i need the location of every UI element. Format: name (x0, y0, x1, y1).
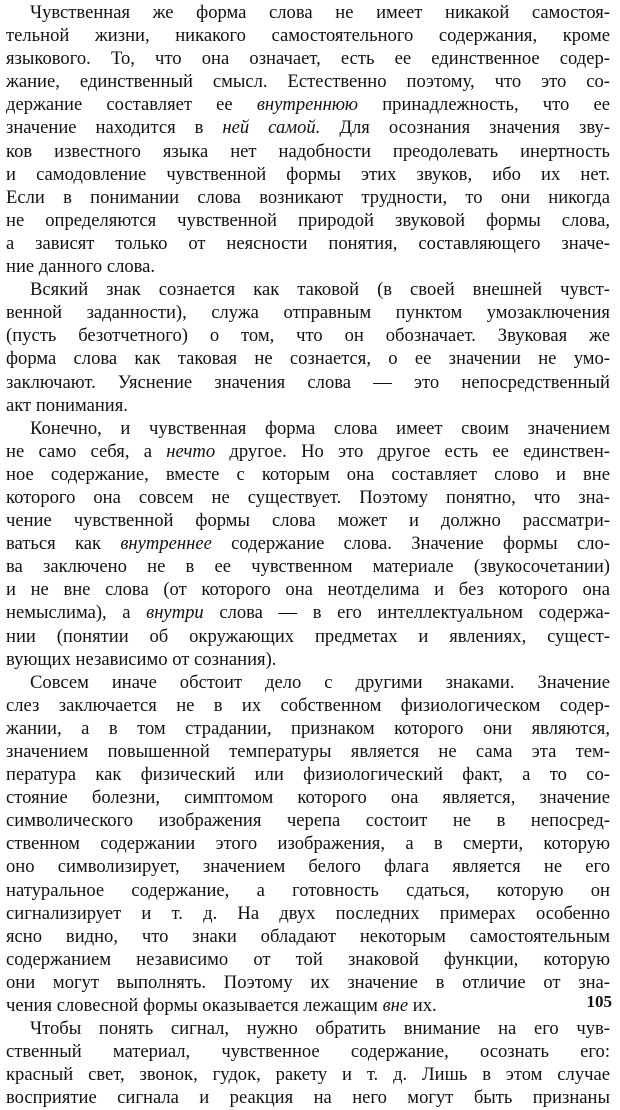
text-segment: и самодовление чувственной формы этих звуков, ибо их нет. (6, 163, 610, 185)
text-segment: символического изображения черепа состоит не в непосред- (6, 810, 610, 832)
text-line (6, 394, 610, 417)
text-segment: содержание слова. Значение формы сло- (211, 533, 610, 555)
text-line (6, 879, 610, 902)
text-line (6, 925, 610, 948)
text-line (6, 601, 610, 624)
text-line (6, 809, 610, 832)
text-line (6, 47, 610, 70)
text-segment: другое. Но это другое есть ее единствен- (215, 440, 610, 462)
text-segment: жание, единственный смысл. Естественно поэтому, что это со- (6, 71, 610, 93)
text-segment: языкового. То, что она означает, есть ее единственное содер- (6, 48, 610, 70)
text-line (6, 116, 610, 139)
text-line (6, 532, 610, 555)
paragraph (6, 1017, 610, 1109)
text-body (6, 1, 610, 1110)
text-segment: тельной жизни, никакого самостоятельного содержания, кроме (6, 25, 610, 47)
text-segment: ков известного языка нет надобности преодолевать инертность (6, 140, 610, 162)
text-segment: чение чувственной формы слова может и должно рассматри- (6, 510, 610, 532)
text-line (6, 1017, 610, 1040)
text-line (6, 1, 610, 24)
text-segment: заключают. Уяснение значения слова — это непосредственный (6, 371, 610, 393)
italic-emphasis: вне (382, 995, 409, 1017)
text-line (6, 971, 610, 994)
italic-emphasis: ней самой. (222, 117, 321, 139)
text-segment: слова — в его интеллектуальном содержа- (203, 602, 610, 624)
paragraph (6, 417, 610, 671)
text-line (6, 994, 610, 1017)
text-line (6, 694, 610, 717)
text-line (6, 509, 610, 532)
text-segment: которого она совсем не существует. Поэтому понятно, что зна- (6, 486, 610, 508)
text-segment: держание составляет ее (6, 94, 257, 116)
text-segment: форма слова как таковая не сознается, о ее значении не умо- (6, 348, 610, 370)
text-line (6, 463, 610, 486)
text-segment: стояние болезни, симптомом которого она является, значение (6, 787, 610, 809)
text-line (6, 786, 610, 809)
text-line (6, 371, 610, 394)
text-segment: слез заключается не в их собственном физиологическом содер- (6, 694, 610, 716)
text-segment: ние данного слова. (6, 256, 156, 278)
text-line (6, 625, 610, 648)
text-line (6, 209, 610, 232)
text-segment: нии (понятии об окружающих предметах и явлениях, сущест- (6, 625, 610, 647)
text-line (6, 717, 610, 740)
italic-emphasis: внутри (146, 602, 204, 624)
text-segment: (пусть безотчетного) о том, что он обозначает. Звуковая же (6, 325, 610, 347)
italic-emphasis: нечто (166, 440, 216, 462)
text-line (6, 232, 610, 255)
text-line (6, 832, 610, 855)
page-number: 105 (586, 992, 612, 1011)
text-line (6, 440, 610, 463)
text-segment: вующих независимо от сознания). (6, 648, 277, 670)
text-line (6, 578, 610, 601)
text-segment: немыслима), а (6, 602, 147, 624)
text-line (6, 255, 610, 278)
text-line (6, 163, 610, 186)
text-segment: не само себя, а (6, 440, 167, 462)
italic-emphasis: внутреннюю (256, 94, 359, 116)
text-segment: Конечно, и чувственная форма слова имеет своим значением (30, 417, 610, 439)
text-segment: оно символизирует, значением белого флага является не его (6, 856, 610, 878)
text-line (6, 347, 610, 370)
text-segment: ственный материал, чувственное содержание, осознать его: (6, 1041, 610, 1063)
text-line (6, 902, 610, 925)
text-segment: акт понимания. (6, 394, 128, 416)
text-line (6, 648, 610, 671)
text-line (6, 763, 610, 786)
text-line (6, 93, 610, 116)
text-segment: ное содержание, вместе с которым она составляет слово и вне (6, 463, 610, 485)
text-segment: жании, а в том страдании, признаком которого они являются, (6, 717, 610, 739)
text-segment: значение находится в (6, 117, 223, 139)
text-segment: чения словесной формы оказывается лежащим (6, 995, 383, 1017)
italic-emphasis: внутреннее (120, 533, 212, 555)
text-segment: ваться как (6, 533, 121, 555)
paragraph (6, 1, 610, 278)
text-segment: пература как физический или физиологический факт, а то со- (6, 764, 610, 786)
text-line (6, 278, 610, 301)
text-line (6, 301, 610, 324)
text-segment: принадлежность, что ее (358, 94, 610, 116)
text-segment: Совсем иначе обстоит дело с другими знаками. Значение (30, 671, 610, 693)
text-segment: их. (408, 995, 437, 1017)
text-segment: Для осознания значения зву- (320, 117, 610, 139)
text-line (6, 186, 610, 209)
text-line (6, 486, 610, 509)
text-segment: красный свет, звонок, гудок, ракету и т. д. Лишь в этом случае (6, 1064, 610, 1086)
text-segment: венной заданности), служа отправным пунктом умозаключения (6, 302, 610, 324)
text-line (6, 948, 610, 971)
text-segment: ственном содержании этого изображения, а в смерти, которую (6, 833, 610, 855)
text-segment: восприятие сигнала и реакция на него могут быть признаны (6, 1087, 610, 1109)
paragraph (6, 671, 610, 1017)
text-line (6, 70, 610, 93)
text-line (6, 24, 610, 47)
text-segment: ва заключено не в ее чувственном материале (звукосочетании) (6, 556, 610, 578)
text-line (6, 671, 610, 694)
text-segment: натуральное содержание, а готовность сдаться, которую он (6, 879, 610, 901)
text-segment: Чтобы понять сигнал, нужно обратить внимание на его чув- (30, 1018, 610, 1040)
text-line (6, 1040, 610, 1063)
text-segment: не определяются чувственной природой звуковой формы слова, (6, 209, 610, 231)
text-segment: значением повышенной температуры является не сама эта тем- (6, 741, 610, 762)
text-line (6, 855, 610, 878)
text-line (6, 140, 610, 163)
text-segment: ясно видно, что знаки обладают некоторым самостоятельным (6, 925, 610, 947)
text-segment: сигнализирует и т. д. На двух последних примерах особенно (6, 902, 610, 924)
text-segment: Если в понимании слова возникают трудности, то они никогда (6, 186, 610, 208)
text-line (6, 324, 610, 347)
text-segment: содержанием независимо от той знаковой функции, которую (6, 948, 610, 970)
text-line (6, 740, 610, 763)
text-line (6, 417, 610, 440)
text-segment: Чувственная же форма слова не имеет никакой самостоя- (30, 2, 610, 23)
text-line (6, 555, 610, 578)
text-segment: Всякий знак сознается как таковой (в своей внешней чувст- (30, 279, 610, 301)
text-segment: а зависят только от неясности понятия, составляющего значе- (6, 232, 610, 254)
text-line (6, 1086, 610, 1109)
paragraph (6, 278, 610, 417)
text-line (6, 1063, 610, 1086)
text-segment: и не вне слова (от которого она неотделима и без которого она (6, 579, 610, 601)
text-segment: они могут выполнять. Поэтому их значение в отличие от зна- (6, 971, 610, 993)
